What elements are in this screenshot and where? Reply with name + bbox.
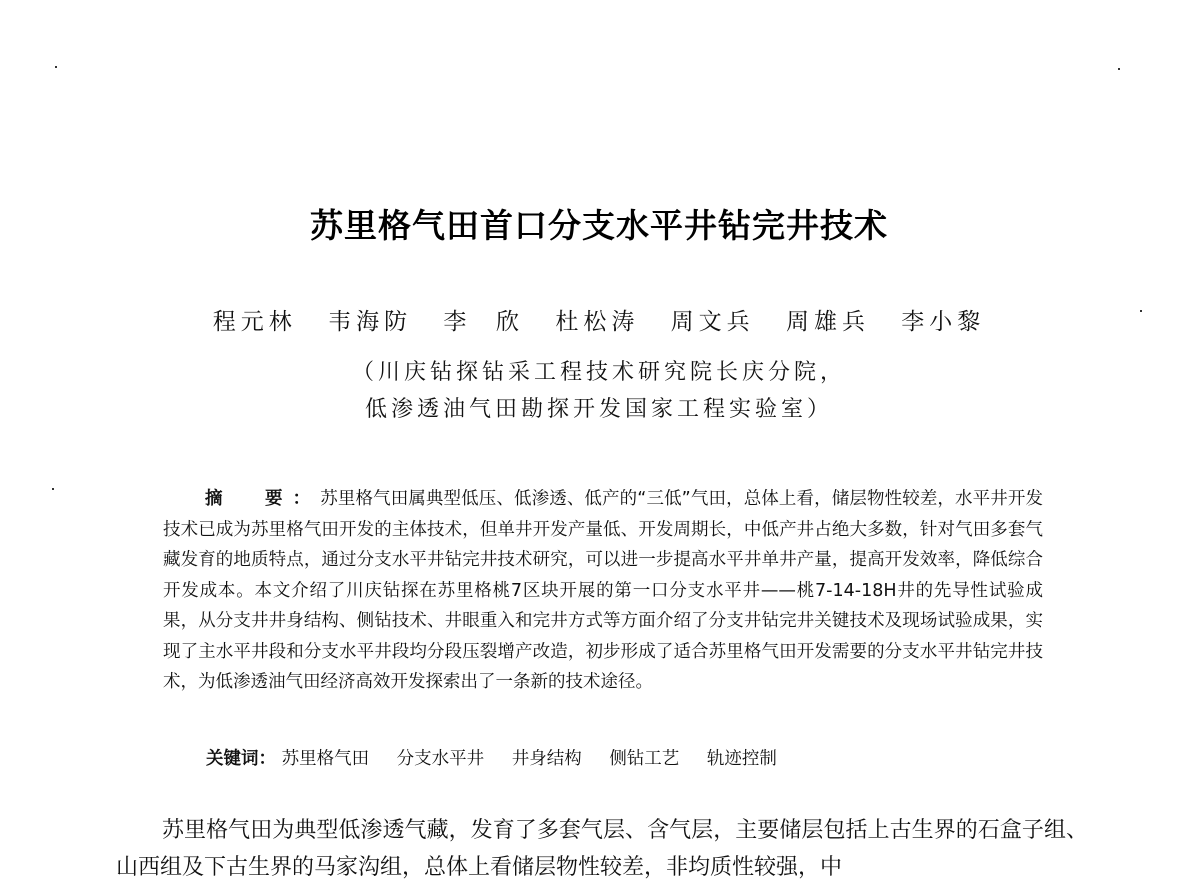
author-name: 李小黎 xyxy=(901,309,986,335)
author-name: 程元林 xyxy=(212,309,297,335)
author-name: 韦海防 xyxy=(328,309,413,335)
scan-speck xyxy=(1118,68,1120,70)
scan-speck xyxy=(55,66,57,68)
author-list xyxy=(0,303,1198,336)
keyword: 井身结构 xyxy=(511,749,582,769)
author-name: 周雄兵 xyxy=(785,309,870,335)
author-name: 周文兵 xyxy=(670,309,755,335)
affiliation-line-1: （川庆钻探钻采工程技术研究院长庆分院， xyxy=(351,360,846,385)
abstract xyxy=(163,484,1043,698)
abstract-text: 苏里格气田属典型低压、低渗透、低产的“三低”气田，总体上看，储层物性较差，水平井开发技术已成为苏里格气田开发的主体技术，但单井开发产量低、开发周期长，中低产井占绝大多数，针对气田多套气藏发育的地质特点，通过分支水平井钻完井技术研究，可以进一步提高水平井单井产量，提高开发效率，降低综合开发成本。本文介绍了川庆钻探在苏里格桃7区块开展的第一口分支水平井——桃7-14-18H井的先导性试验成果，从分支井井身结构、侧钻技术、井眼重入和完井方式等方面介绍了分支井钻完井关键技术及现场试验成果，实现了主水平井段和分支水平井段均分段压裂增产改造，初步形成了适合苏里格气田开发需要的分支水平井钻完井技术，为低渗透油气田经济高效开发探索出了一条新的技术途径。 xyxy=(163,489,1043,692)
paper-title: 苏里格气田首口分支水平井钻完井技术 xyxy=(310,206,888,245)
author-name: 杜松涛 xyxy=(555,309,640,335)
keyword: 苏里格气田 xyxy=(281,749,370,769)
author-name: 李 欣 xyxy=(443,309,524,335)
keyword: 分支水平井 xyxy=(396,749,485,769)
keywords xyxy=(206,745,799,770)
body-paragraph: 苏里格气田为典型低渗透气藏，发育了多套气层、含气层，主要储层包括上古生界的石盒子组、山西组及下古生界的马家沟组，总体上看储层物性较差，非均质性较强，中 xyxy=(116,818,1088,880)
affiliation-line-2: 低渗透油气田勘探开发国家工程实验室） xyxy=(364,397,833,422)
scan-speck xyxy=(52,488,54,490)
keywords-label: 关键词： xyxy=(206,749,276,769)
abstract-label: 摘 要： xyxy=(205,489,321,509)
keyword: 侧钻工艺 xyxy=(609,749,680,769)
keyword: 轨迹控制 xyxy=(706,749,777,769)
